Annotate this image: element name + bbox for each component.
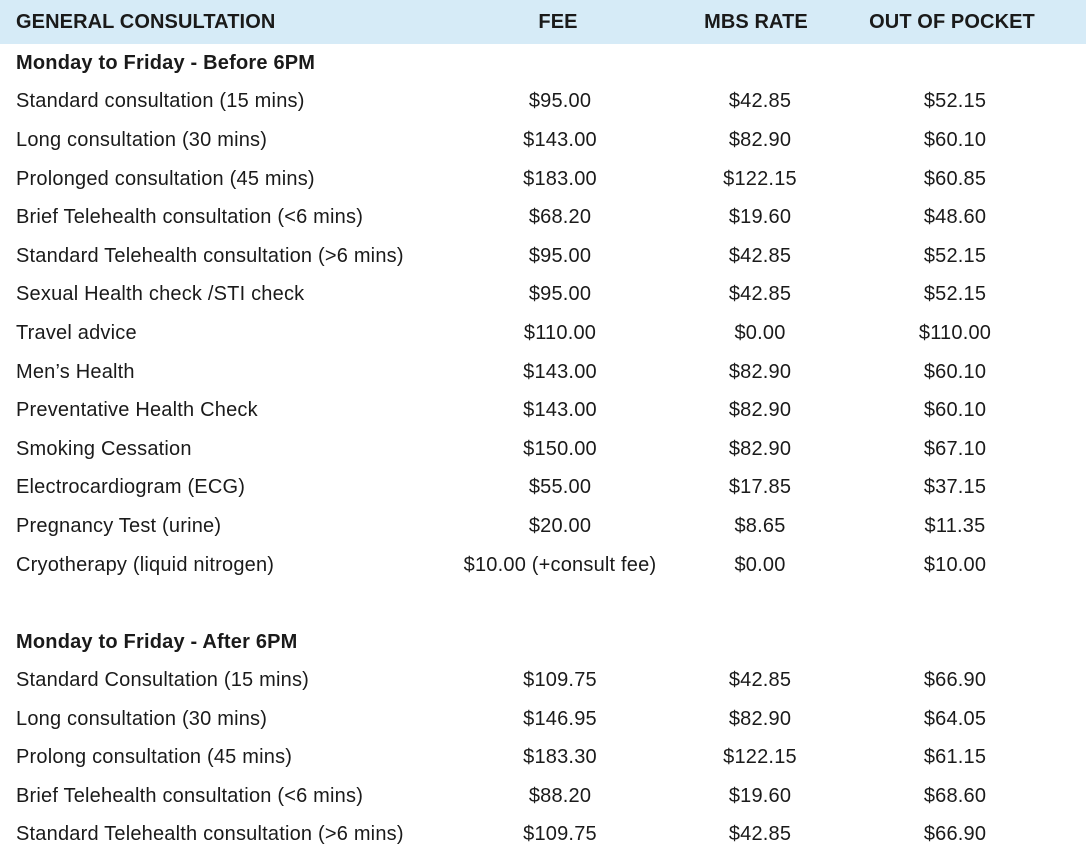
service-name: Men’s Health (16, 360, 135, 383)
fee-value: $143.00 (523, 399, 597, 422)
header-fee: FEE (538, 10, 578, 33)
service-name: Long consultation (30 mins) (16, 128, 268, 151)
header-out-of-pocket: OUT OF POCKET (869, 10, 1035, 33)
fee-value: $110.00 (523, 321, 597, 344)
out-of-pocket-value: $68.60 (923, 784, 987, 807)
mbs-rate-value: $42.85 (728, 90, 792, 113)
table-row (0, 700, 1086, 739)
service-name: Pregnancy Test (urine) (16, 514, 222, 537)
mbs-rate-value: $82.90 (728, 437, 792, 460)
service-name: Long consultation (30 mins) (16, 707, 268, 730)
out-of-pocket-value: $37.15 (923, 476, 987, 499)
mbs-rate-value: $82.90 (728, 360, 792, 383)
out-of-pocket-value: $60.10 (923, 399, 987, 422)
service-name: Standard Consultation (15 mins) (16, 669, 310, 692)
out-of-pocket-value: $60.10 (923, 360, 987, 383)
mbs-rate-value: $17.85 (728, 476, 792, 499)
fee-value: $146.95 (523, 707, 597, 730)
table-row (0, 314, 1086, 353)
service-name: Preventative Health Check (16, 399, 258, 422)
fee-value: $20.00 (528, 514, 592, 537)
out-of-pocket-value: $11.35 (924, 514, 986, 537)
table-row (0, 391, 1086, 430)
table-row (0, 198, 1086, 237)
table-row (0, 430, 1086, 469)
out-of-pocket-value: $60.85 (923, 167, 987, 190)
fee-value: $109.75 (523, 823, 597, 846)
out-of-pocket-value: $52.15 (923, 90, 987, 113)
table-row (0, 816, 1086, 854)
mbs-rate-value: $19.60 (728, 206, 792, 229)
mbs-rate-value: $82.90 (728, 707, 792, 730)
mbs-rate-value: $122.15 (723, 167, 797, 190)
mbs-rate-value: $42.85 (728, 823, 792, 846)
fee-value: $55.00 (528, 476, 592, 499)
header-mbs-rate: MBS RATE (704, 10, 808, 33)
fee-value: $150.00 (523, 437, 597, 460)
mbs-rate-value: $82.90 (728, 128, 792, 151)
table-row (0, 276, 1086, 315)
mbs-rate-value: $82.90 (728, 399, 792, 422)
out-of-pocket-value: $64.05 (923, 707, 987, 730)
mbs-rate-value: $42.85 (728, 244, 792, 267)
mbs-rate-value: $122.15 (723, 746, 797, 769)
section-title-before-6pm (0, 44, 1086, 83)
mbs-rate-value: $0.00 (734, 553, 786, 576)
table-header (0, 0, 1086, 44)
table-row (0, 546, 1086, 585)
section-spacer (0, 584, 1086, 622)
service-name: Electrocardiogram (ECG) (16, 476, 246, 499)
out-of-pocket-value: $60.10 (923, 128, 987, 151)
section-title-after-6pm (0, 623, 1086, 662)
table-row (0, 121, 1086, 160)
service-name: Smoking Cessation (16, 437, 192, 460)
table-row (0, 237, 1086, 276)
out-of-pocket-value: $10.00 (923, 553, 987, 576)
fee-value: $109.75 (523, 669, 597, 692)
out-of-pocket-value: $66.90 (923, 823, 987, 846)
out-of-pocket-value: $61.15 (923, 746, 987, 769)
out-of-pocket-value: $52.15 (923, 244, 987, 267)
mbs-rate-value: $19.60 (728, 784, 792, 807)
service-name: Standard Telehealth consultation (>6 mins) (16, 244, 404, 267)
table-row (0, 738, 1086, 777)
table-row (0, 777, 1086, 816)
out-of-pocket-value: $110.00 (918, 321, 992, 344)
fee-value: $68.20 (528, 206, 592, 229)
service-name: Brief Telehealth consultation (<6 mins) (16, 206, 364, 229)
table-row (0, 353, 1086, 392)
fee-value: $143.00 (523, 128, 597, 151)
fee-value: $183.00 (523, 167, 597, 190)
out-of-pocket-value: $66.90 (923, 669, 987, 692)
table-row (0, 83, 1086, 122)
mbs-rate-value: $42.85 (728, 283, 792, 306)
service-name: Brief Telehealth consultation (<6 mins) (16, 784, 364, 807)
table-row (0, 469, 1086, 508)
out-of-pocket-value: $67.10 (923, 437, 987, 460)
service-name: Prolong consultation (45 mins) (16, 746, 293, 769)
section-title: Monday to Friday - Before 6PM (16, 51, 316, 74)
service-name: Sexual Health check /STI check (16, 283, 305, 306)
fee-value: $95.00 (528, 283, 592, 306)
mbs-rate-value: $42.85 (728, 669, 792, 692)
fee-value: $10.00 (+consult fee) (463, 553, 657, 576)
service-name: Cryotherapy (liquid nitrogen) (16, 553, 275, 576)
service-name: Standard Telehealth consultation (>6 mins) (16, 823, 404, 846)
service-name: Standard consultation (15 mins) (16, 90, 305, 113)
service-name: Travel advice (16, 321, 137, 344)
table-row (0, 661, 1086, 700)
fee-value: $183.30 (523, 746, 597, 769)
table-row (0, 160, 1086, 199)
section-title: Monday to Friday - After 6PM (16, 630, 298, 653)
mbs-rate-value: $0.00 (734, 321, 786, 344)
fee-value: $95.00 (528, 90, 592, 113)
fee-value: $88.20 (528, 784, 592, 807)
out-of-pocket-value: $52.15 (923, 283, 987, 306)
fee-value: $95.00 (528, 244, 592, 267)
out-of-pocket-value: $48.60 (923, 206, 987, 229)
header-general-consultation: GENERAL CONSULTATION (16, 10, 276, 33)
service-name: Prolonged consultation (45 mins) (16, 167, 315, 190)
mbs-rate-value: $8.65 (734, 514, 786, 537)
table-row (0, 507, 1086, 546)
fee-value: $143.00 (523, 360, 597, 383)
